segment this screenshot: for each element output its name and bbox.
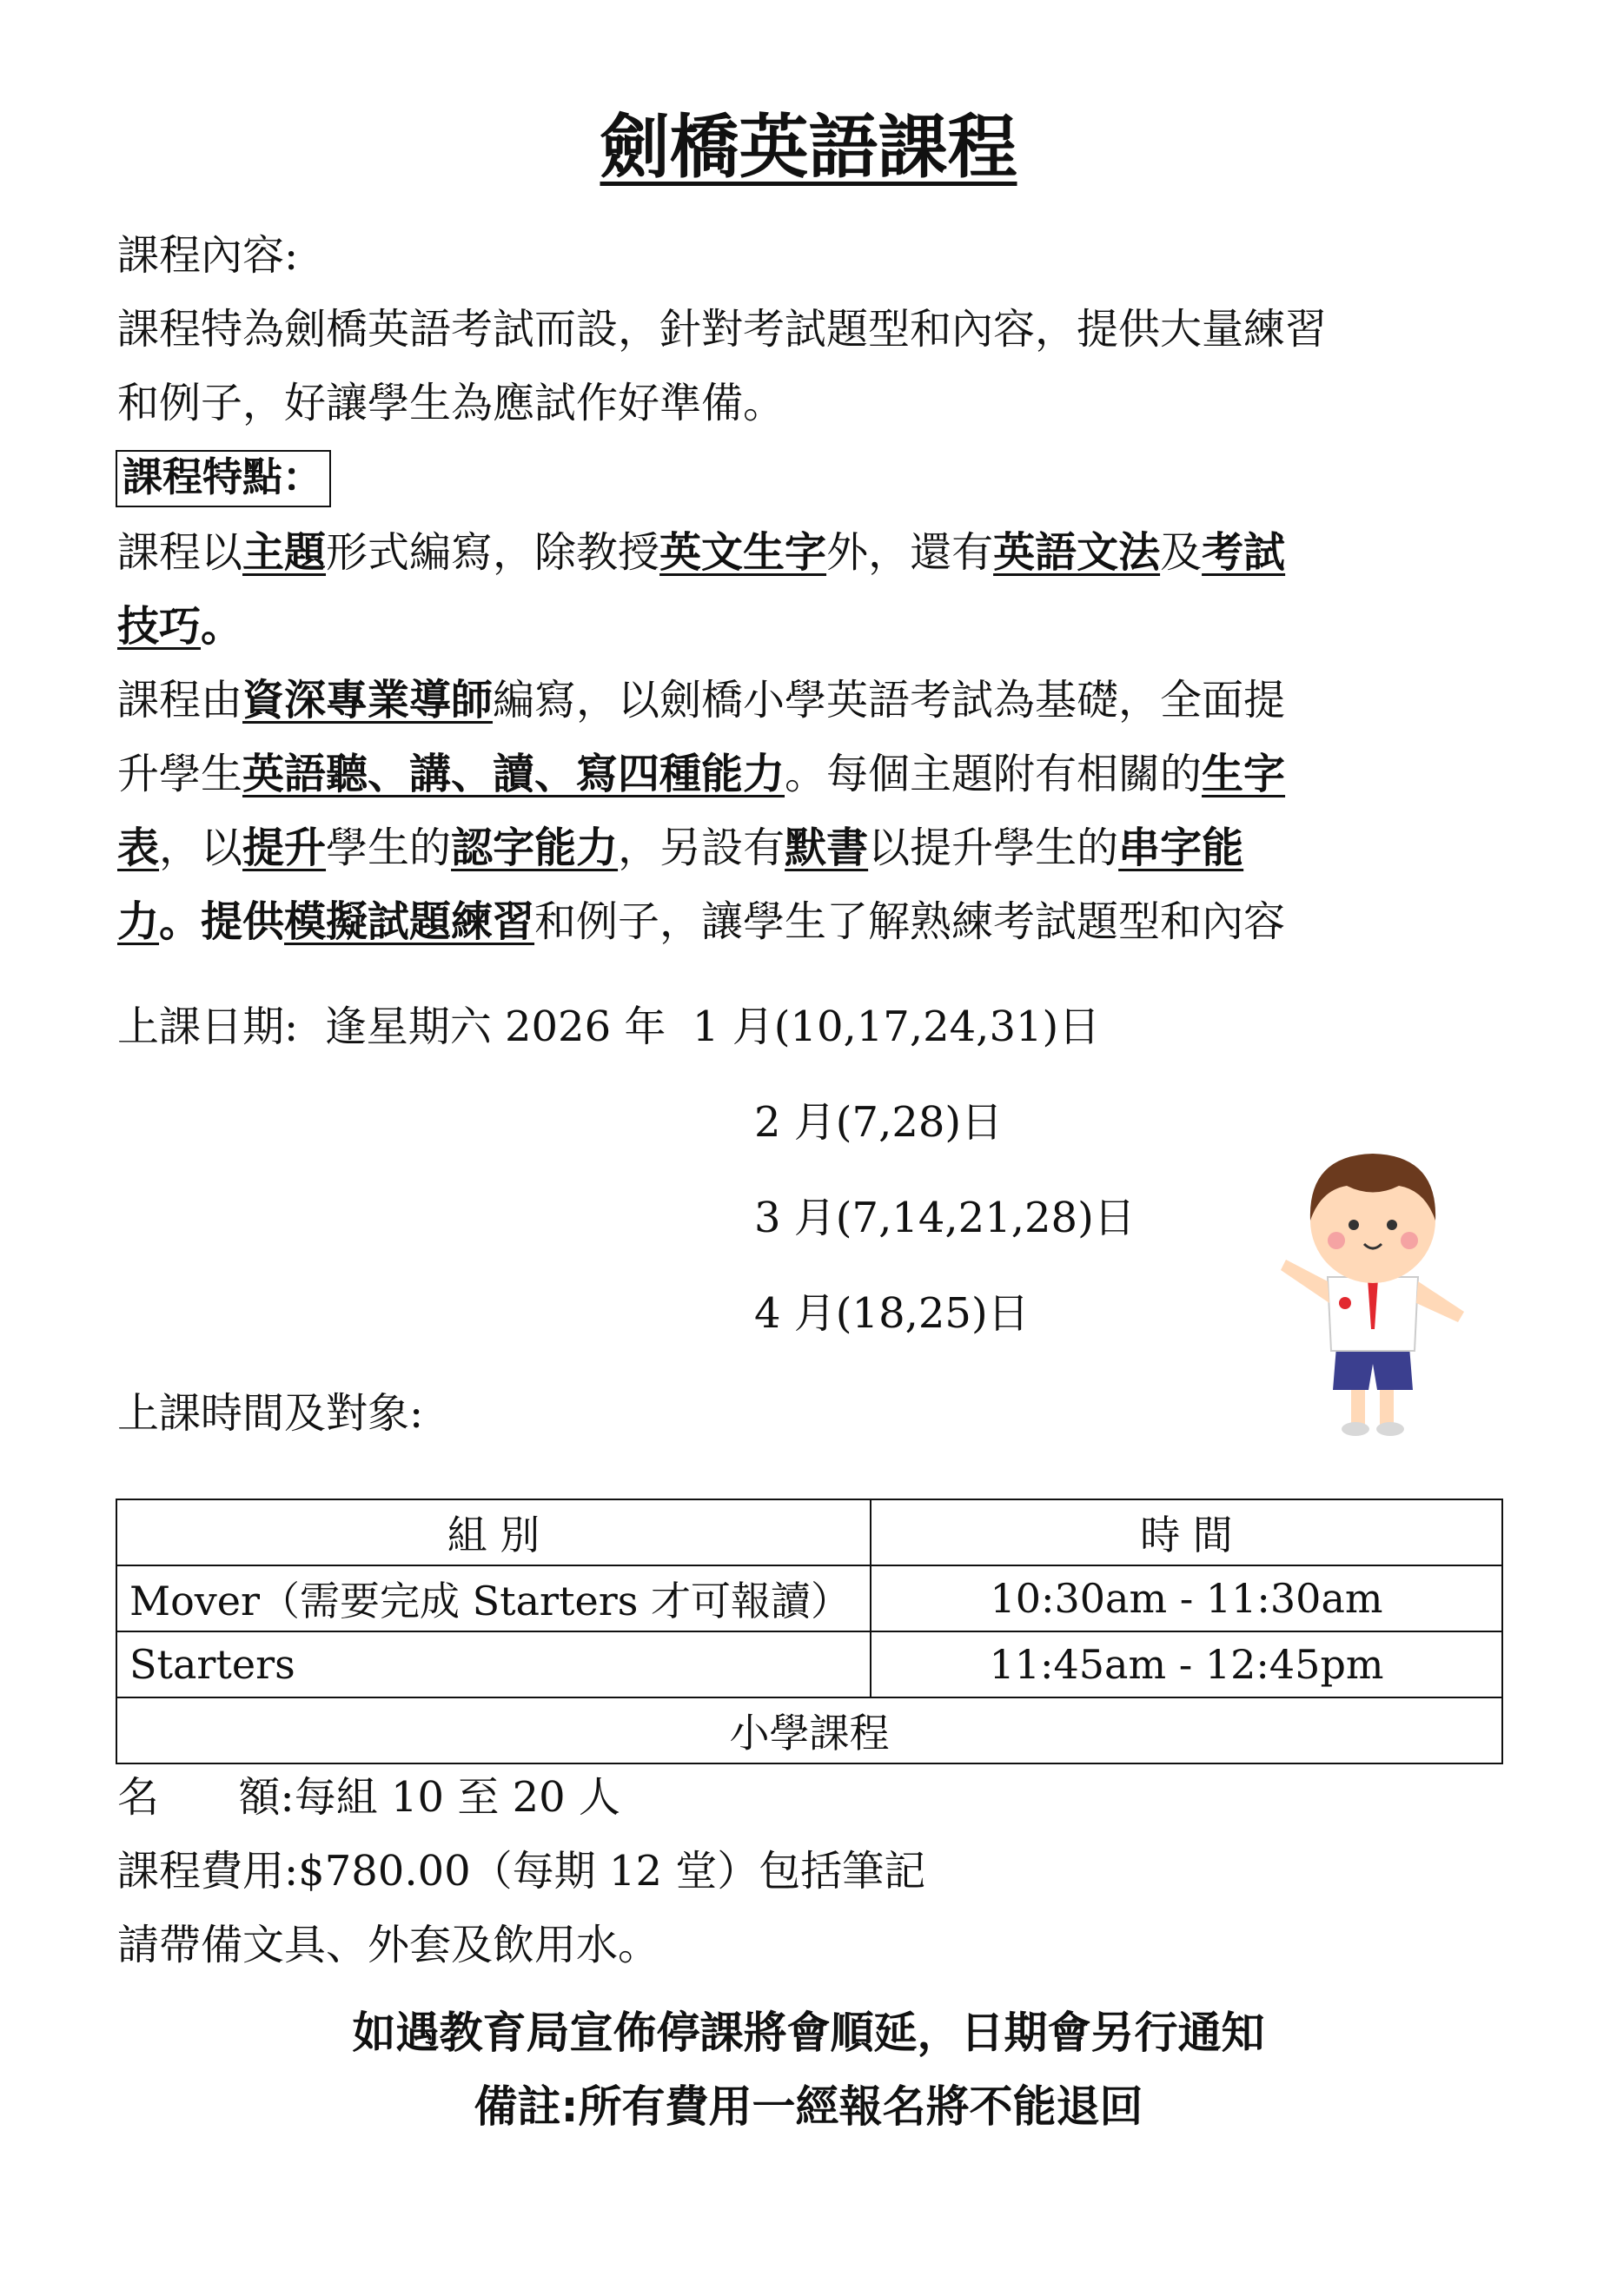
features-p2-line1: 課程由資深專業導師編寫，以劍橋小學英語考試為基礎，全面提 [117, 676, 1286, 725]
bring-text: 請帶備文具、外套及飲用水。 [117, 1921, 660, 1969]
date-month-3: 3 月(7,14,21,28)日 [754, 1194, 1136, 1242]
features-p2-line2: 升學生英語聽、講、讀、寫四種能力。每個主題附有相關的生字 [117, 750, 1286, 798]
quota-text: 名 額:每組 10 至 20 人 [117, 1773, 620, 1822]
features-p1-line1: 課程以主題形式編寫，除教授英文生字外，還有英語文法及考試 [117, 528, 1286, 577]
course-content-line1: 課程特為劍橋英語考試而設，針對考試題型和內容，提供大量練習 [117, 305, 1328, 354]
notice-suspension: 如遇教育局宣佈停課將會順延，日期會另行通知 [352, 2008, 1265, 2058]
table-row [116, 1631, 1502, 1697]
table-cell-time: 11:45am - 12:45pm [871, 1631, 1502, 1697]
table-cell-group: Starters [116, 1631, 871, 1697]
boy-illustration [1260, 1129, 1486, 1451]
table-footer-row [116, 1697, 1502, 1763]
notice-refund: 備註:所有費用一經報名將不能退回 [474, 2081, 1143, 2132]
date-month-4: 4 月(18,25)日 [754, 1289, 1030, 1338]
table-header-group: 組 別 [116, 1499, 871, 1565]
table-cell-group: Mover（需要完成 Starters 才可報讀） [116, 1565, 871, 1631]
table-footer: 小學課程 [116, 1697, 1502, 1763]
table-row [116, 1565, 1502, 1631]
features-p2-line4: 力。提供模擬試題練習和例子，讓學生了解熟練考試題型和內容 [117, 897, 1286, 946]
features-p1-line2: 技巧。 [117, 602, 243, 651]
features-p2-line3: 表，以提升學生的認字能力，另設有默書以提升學生的串字能 [117, 824, 1244, 872]
page-title: 劍橋英語課程 [600, 107, 1017, 188]
table-cell-time: 10:30am - 11:30am [871, 1565, 1502, 1631]
date-month-2: 2 月(7,28)日 [754, 1098, 1004, 1147]
fee-text: 課程費用:$780.00（每期 12 堂）包括筆記 [117, 1847, 926, 1896]
course-content-line2: 和例子，好讓學生為應試作好準備。 [117, 379, 785, 427]
dates-line: 上課日期: 逢星期六 2026 年 1 月(10,17,24,31)日 [117, 1002, 1101, 1051]
course-content-label: 課程內容: [117, 231, 299, 280]
date-month-1: 1 月(10,17,24,31)日 [692, 1002, 1101, 1051]
time-label: 上課時間及對象: [117, 1389, 424, 1438]
features-label: 課程特點： [116, 450, 331, 507]
schedule-table [116, 1499, 1503, 1764]
table-header-row [116, 1499, 1502, 1565]
table-header-time: 時 間 [871, 1499, 1502, 1565]
